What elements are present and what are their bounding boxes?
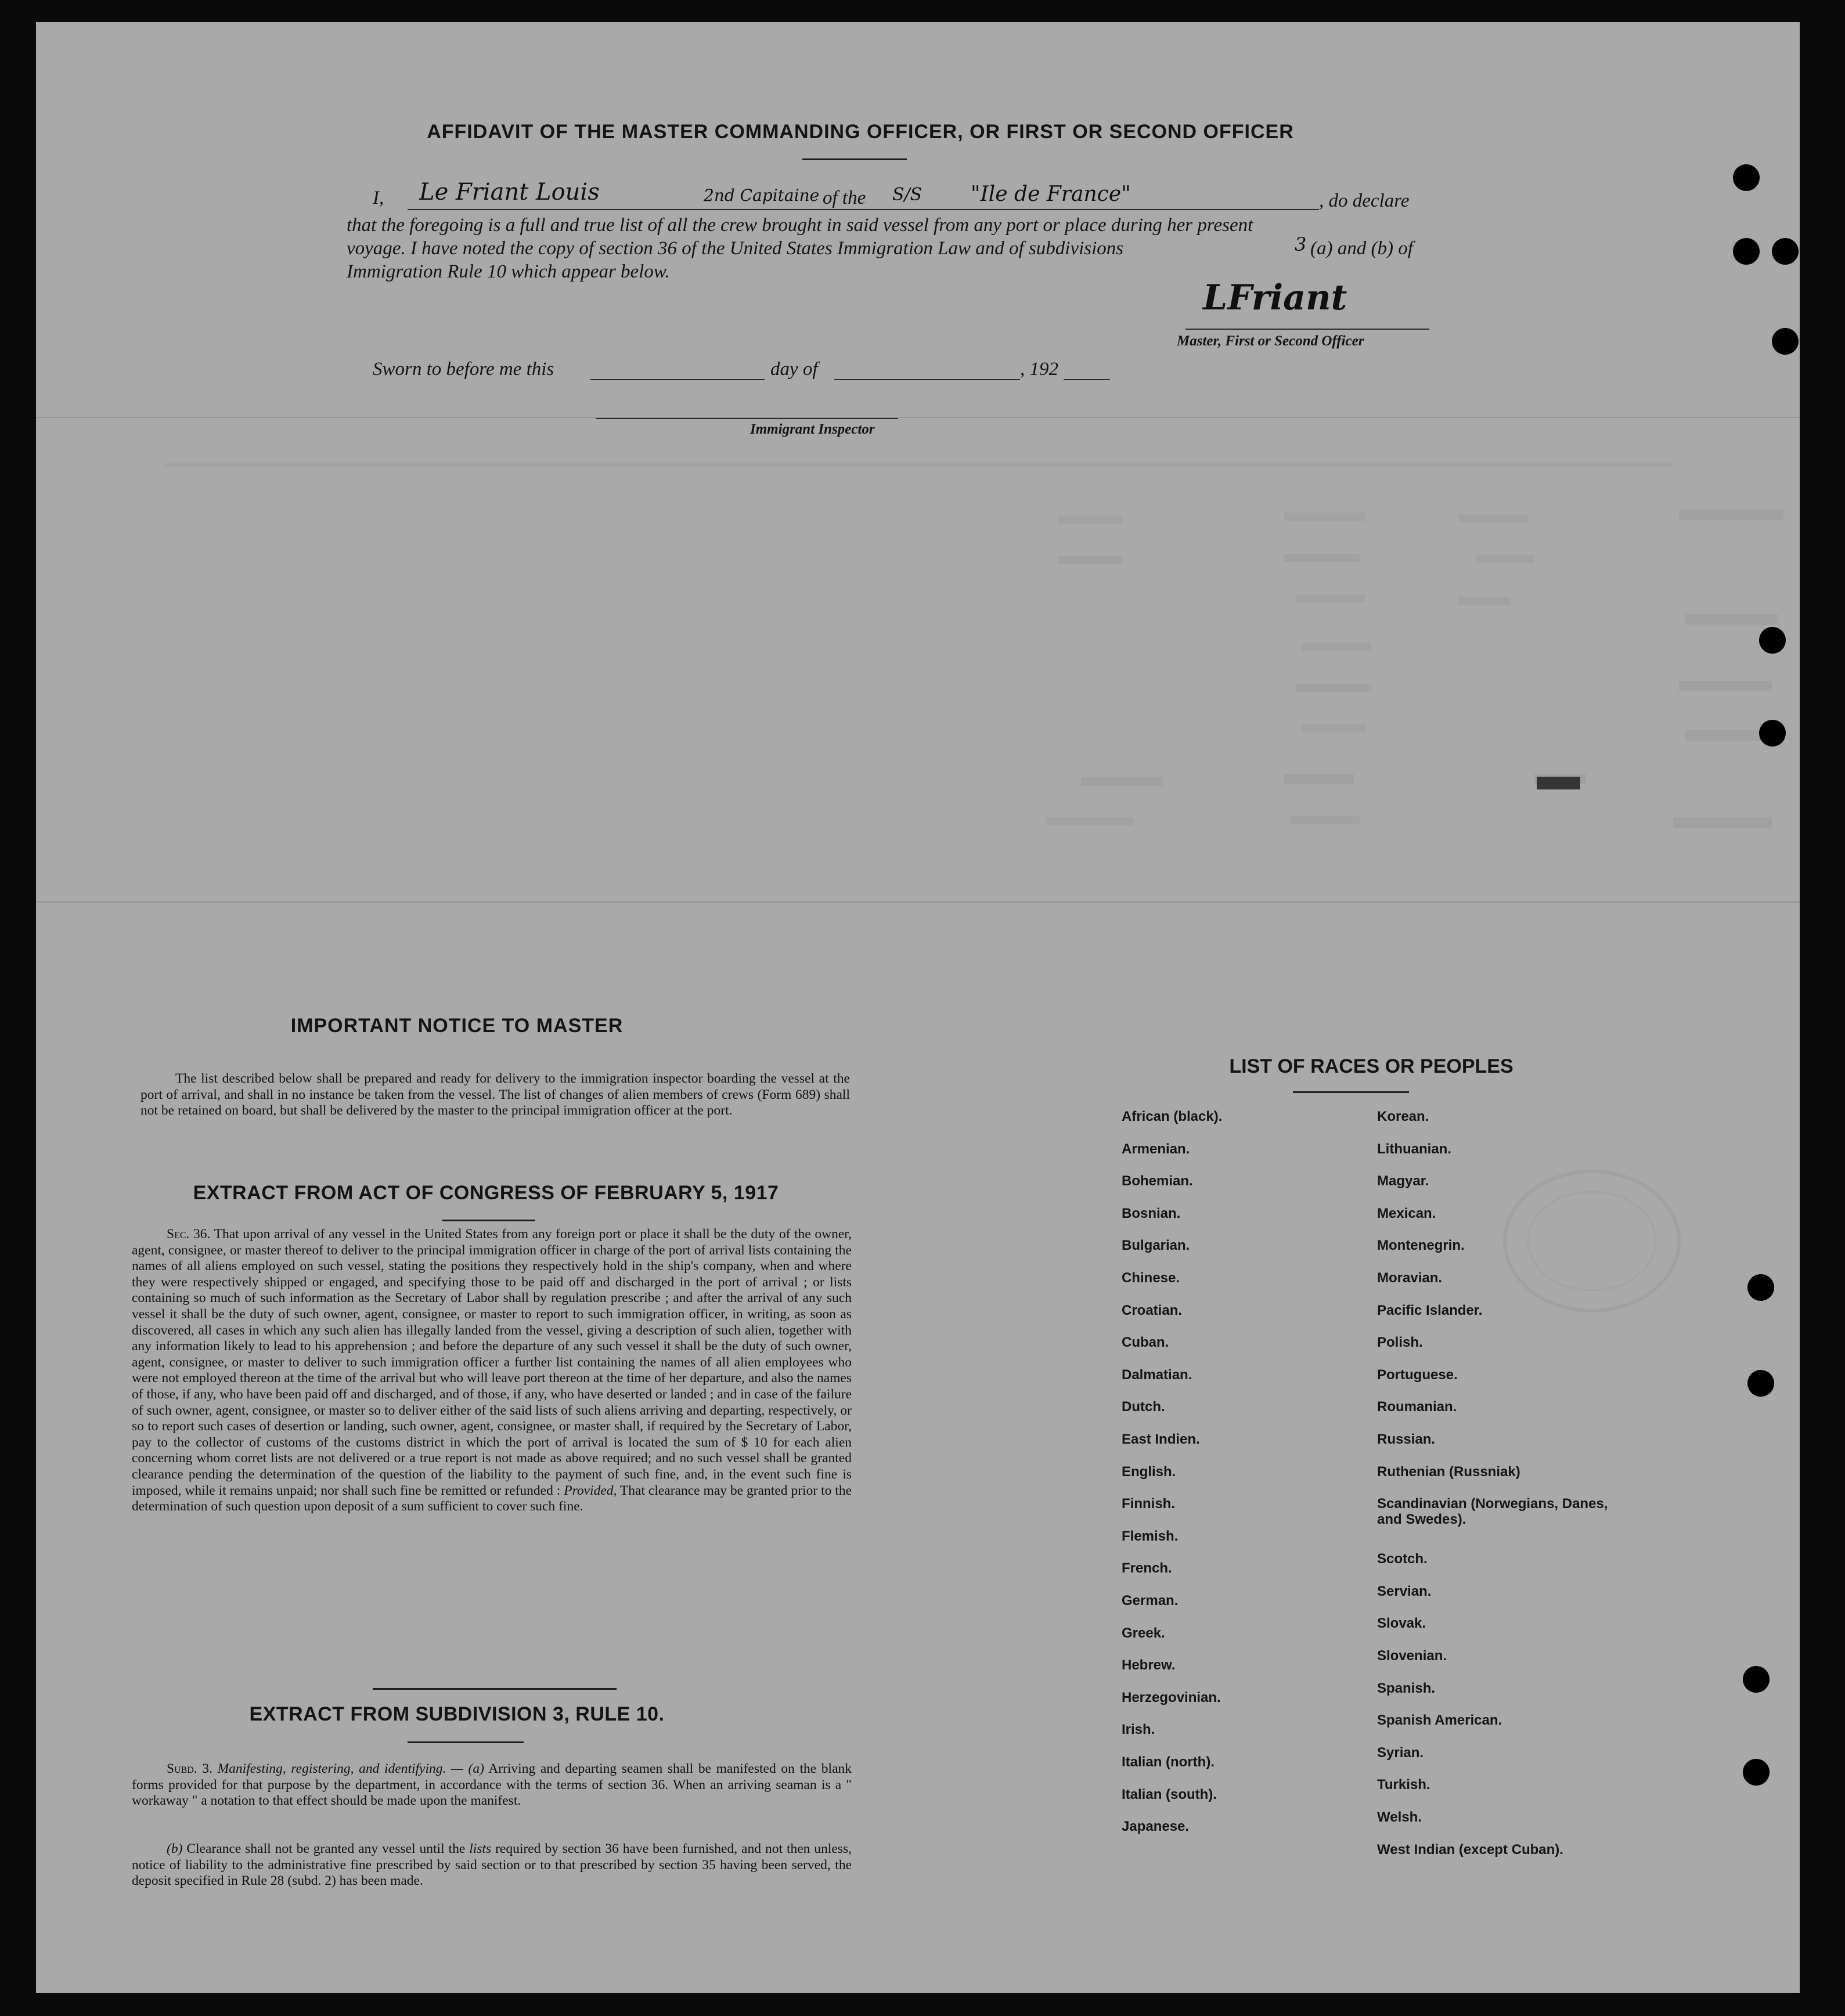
rule-subdivision-a (132, 1761, 852, 1809)
affidavit-title: AFFIDAVIT OF THE MASTER COMMANDING OFFICER, OR FIRST OR SECOND OFFICER (427, 121, 1294, 143)
race-item: African (black). (1122, 1109, 1223, 1124)
inspector-line (596, 418, 898, 419)
act-end-rule (373, 1688, 617, 1690)
race-item: Spanish. (1377, 1680, 1436, 1696)
race-item: Pacific Islander. (1377, 1302, 1483, 1318)
race-item: French. (1122, 1560, 1172, 1577)
races-rule (1293, 1091, 1409, 1093)
race-item: Flemish. (1122, 1528, 1179, 1544)
signature-line (1185, 329, 1429, 330)
rule-subdivision-b (132, 1841, 852, 1889)
race-item: Scandinavian (Norwegians, Danes, and Swedes). (1377, 1496, 1608, 1528)
binder-hole (1747, 1274, 1774, 1301)
rule-title: EXTRACT FROM SUBDIVISION 3, RULE 10. (249, 1703, 665, 1725)
act-section-label: Sec. 36. (167, 1227, 211, 1242)
race-item: Russian. (1377, 1431, 1436, 1447)
binder-hole (1772, 238, 1799, 265)
rule-subd-label: Subd. 3. (167, 1761, 212, 1776)
rule-title-rule (408, 1741, 524, 1743)
race-item: Irish. (1122, 1722, 1155, 1738)
race-item: Hebrew. (1122, 1657, 1176, 1674)
race-item: Herzegovinian. (1122, 1689, 1221, 1705)
notice-text: The list described below shall be prepared and ready for delivery to the immigration inspector boarding the vessel at the port of arrival, and shall in no instance be taken from the vessel. The list of changes of alien members of crews (Form 689) shall not be retained on board, but shall be delivered by the master to the principal immigration officer at the port. (140, 1071, 850, 1119)
officer-signature: LFriant (1203, 277, 1347, 318)
affidavit-line4: Immigration Rule 10 which appear below. (347, 261, 670, 282)
rule-a-text: Arriving and departing seamen shall be manifested on the blank forms provided for that purpose by the department, in accordance with the terms of section 36. When an arriving seaman is a " workaway " a notation to that effect should be made upon the manifest. (132, 1761, 852, 1809)
fold-line (36, 417, 1800, 418)
race-item: Portuguese. (1377, 1366, 1458, 1383)
affidavit-line1-mid: of the (823, 187, 866, 208)
notice-title: IMPORTANT NOTICE TO MASTER (290, 1015, 624, 1037)
act-rule (442, 1220, 535, 1221)
bleed-through-texture (36, 452, 1800, 870)
rule-b-text-1: Clearance shall not be granted any vessel until the (186, 1841, 466, 1856)
sworn-text-c: , 192 (1020, 359, 1058, 380)
name-underline (408, 209, 1319, 210)
race-item: Moravian. (1377, 1270, 1443, 1286)
rule-a-label: — (a) (451, 1761, 484, 1776)
race-item: Italian (north). (1122, 1754, 1215, 1770)
race-item: West Indian (except Cuban). (1377, 1841, 1563, 1858)
sworn-year-line (1064, 379, 1110, 380)
race-item: Slovak. (1377, 1615, 1426, 1632)
race-item: Finnish. (1122, 1496, 1175, 1512)
race-item: Montenegrin. (1377, 1238, 1465, 1254)
affidavit-line1-suffix: , do declare (1319, 190, 1410, 211)
race-item: Slovenian. (1377, 1648, 1447, 1664)
race-item: Magyar. (1377, 1173, 1429, 1189)
vessel-name: "Ile de France" (971, 182, 1131, 206)
race-item: Bohemian. (1122, 1173, 1193, 1189)
race-item: Japanese. (1122, 1819, 1190, 1835)
race-item: East Indien. (1122, 1431, 1200, 1447)
binder-hole (1747, 1370, 1774, 1397)
binder-hole (1733, 238, 1760, 265)
affidavit-line1-prefix: I, (373, 187, 384, 208)
act-section-text: That upon arrival of any vessel in the United States from any foreign port or place it shall be the duty of the owner, agent, consignee, or master thereof to deliver to the principal immigration officer in charge of the port of arrival lists containing the names of all aliens employed on such vessel, stating the positions they respectively hold in the ship's company, when and where they were respectively shipped or engaged, and specifying those to be paid off and discharged in the port of arrival ; or lists containing so much of such information as the Secretary of Labor shall by regulation prescribe ; and after the arrival of any such vessel it shall be the duty of such owner, agent, consignee, or master to report to such immigration officer, in writing, as soon as discovered, all cases in which any such alien has illegally landed from the vessel, giving a description of such alien, together with any information likely to lead to his apprehension ; and before the departure of any such vessel it shall be the duty of such owner, agent, consignee, or master to deliver to such immigration officer a further list containing the names of all alien employees who were not employed thereon at the time of the arrival but who will leave port thereon at the time of her departure, and also the names of those, if any, who have been paid off and discharged, and of those, if any, who have deserted or landed ; and in case of the failure of such owner, agent, consignee, or master so to deliver either of the said lists of such aliens arriving and departing, respectively, or so to report such cases of desertion or landing, such owner, agent, consignee, or master shall, if required by the Secretary of Labor, pay to the collector of customs of the customs district in which the port of arrival is located the sum of $ 10 for each alien concerning whom corret lists are not delivered or a true report is not made as above required; and no such vessel shall be granted clearance pending the determination of the question of the liability to the payment of such fine, and, in the event such fine is imposed, while it remains unpaid; nor shall such fine be remitted or refunded : (132, 1227, 852, 1498)
race-item: Chinese. (1122, 1270, 1180, 1286)
race-item: German. (1122, 1593, 1179, 1609)
act-provided-text: That clearance may be granted prior to the determination of such question upon deposit of a sum sufficient to cover such fine. (132, 1483, 852, 1514)
affidavit-line2: that the foregoing is a full and true list of all the crew brought in said vessel from any port or place during her present (347, 215, 1253, 236)
binder-hole (1733, 164, 1760, 191)
rule-b-label: (b) (167, 1841, 183, 1856)
race-item: English. (1122, 1463, 1176, 1480)
race-item: Roumanian. (1377, 1399, 1457, 1415)
race-item: Dutch. (1122, 1399, 1165, 1415)
vessel-prefix: S/S (892, 185, 922, 205)
act-section-36 (132, 1227, 852, 1515)
sworn-month-line (834, 379, 1020, 380)
sworn-text-b: day of (770, 359, 818, 380)
race-item: Dalmatian. (1122, 1366, 1192, 1383)
rule-b-lists: lists (469, 1841, 492, 1856)
rule-subd-heading: Manifesting, registering, and identifying. (217, 1761, 446, 1776)
act-provided-label: Provided, (564, 1483, 617, 1498)
officer-name: Le Friant Louis (419, 179, 600, 205)
race-item: Croatian. (1122, 1302, 1183, 1318)
race-item: Ruthenian (Russniak) (1377, 1463, 1520, 1480)
races-title: LIST OF RACES OR PEOPLES (1229, 1055, 1514, 1077)
race-item: Turkish. (1377, 1777, 1430, 1793)
race-item: Armenian. (1122, 1141, 1190, 1157)
title-rule (802, 158, 907, 160)
race-item: Mexican. (1377, 1205, 1436, 1221)
race-item: Servian. (1377, 1583, 1432, 1599)
binder-hole (1743, 1759, 1770, 1786)
binder-hole (1759, 720, 1786, 746)
signature-label: Master, First or Second Officer (1177, 333, 1364, 349)
affidavit-line3b: (a) and (b) of (1310, 238, 1413, 259)
race-item: Syrian. (1377, 1744, 1424, 1761)
document-page (36, 22, 1800, 1993)
binder-hole (1743, 1666, 1770, 1693)
race-item: Scotch. (1377, 1551, 1428, 1567)
race-item: Bulgarian. (1122, 1238, 1190, 1254)
race-item: Spanish American. (1377, 1712, 1502, 1729)
race-item: Welsh. (1377, 1809, 1422, 1825)
faded-stamp (1499, 1166, 1685, 1317)
act-title: EXTRACT FROM ACT OF CONGRESS OF FEBRUARY 5, 1917 (193, 1182, 779, 1204)
race-item: Bosnian. (1122, 1205, 1181, 1221)
binder-hole (1759, 627, 1786, 654)
race-item: Polish. (1377, 1335, 1423, 1351)
race-item: Korean. (1377, 1109, 1429, 1124)
race-item: Lithuanian. (1377, 1141, 1451, 1157)
race-item: Greek. (1122, 1625, 1165, 1641)
affidavit-line3a: voyage. I have noted the copy of section 36 of the United States Immigration Law and of subdivisions (347, 238, 1124, 259)
sworn-text-a: Sworn to before me this (373, 359, 554, 380)
race-item: Cuban. (1122, 1335, 1169, 1351)
binder-hole (1772, 328, 1799, 355)
sworn-date-line (590, 379, 765, 380)
inspector-label: Immigrant Inspector (750, 421, 875, 437)
fold-line (36, 901, 1800, 903)
officer-rank: 2nd Capitaine (704, 186, 820, 205)
rule-b-text-2: required by section 36 have been furnished, and not then unless, notice of liability to the administrative fine prescribed by said section or to that prescribed by section 35 having been served, the deposit specified in Rule 28 (subd. 2) has been made. (132, 1841, 852, 1889)
subdivision-value: 3 (1295, 233, 1307, 255)
race-item: Italian (south). (1122, 1786, 1217, 1802)
